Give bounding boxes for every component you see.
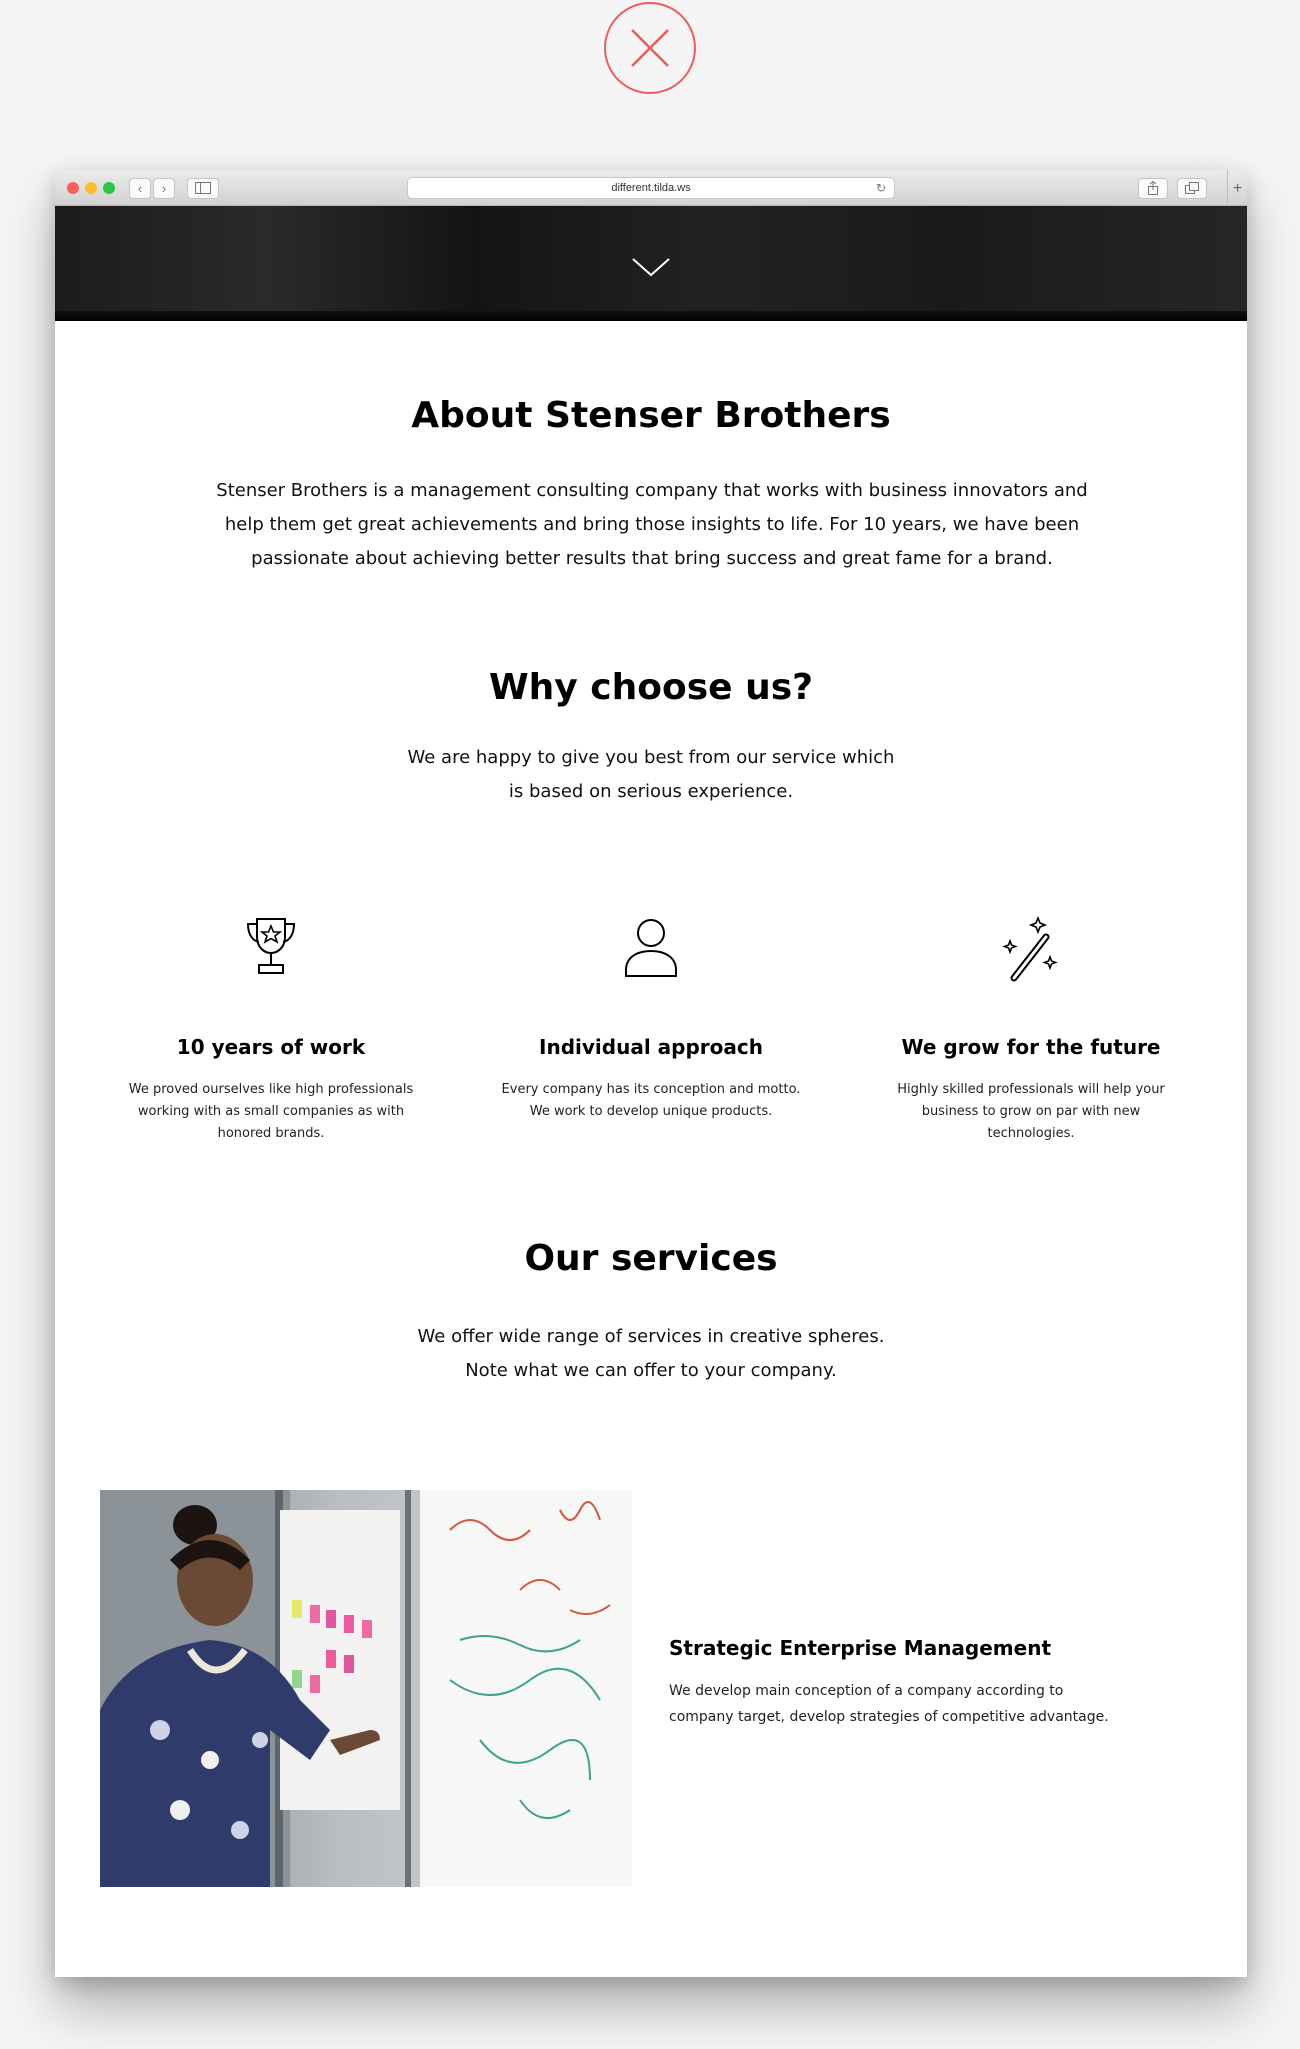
reload-icon[interactable]: ↻ xyxy=(875,181,886,195)
trophy-icon xyxy=(243,915,299,977)
service-photo xyxy=(100,1490,632,1887)
feature-card xyxy=(121,915,421,1145)
feature-text: Every company has its conception and motto. We work to develop unique products. xyxy=(501,1082,801,1119)
scroll-down-chevron-icon[interactable] xyxy=(631,256,671,278)
presenter-photo xyxy=(100,1490,632,1887)
tabs-icon xyxy=(1185,182,1199,194)
feature-title: Individual approach xyxy=(539,1035,763,1059)
window-zoom-dot[interactable] xyxy=(103,182,115,194)
about-text: Stenser Brothers is a management consulting company that works with business innovators and help them get great achievements and bring those insights to life. For 10 years, we have been passionate about achieving better results that bring success and great fame for a brand. xyxy=(216,480,1088,569)
share-button[interactable] xyxy=(1138,178,1168,199)
back-button[interactable]: ‹ xyxy=(129,178,151,199)
services-title: Our services xyxy=(524,1238,778,1279)
sidebar-icon xyxy=(195,182,211,194)
close-icon xyxy=(606,4,694,92)
sidebar-toggle-button[interactable] xyxy=(187,178,219,199)
about-title: About Stenser Brothers xyxy=(411,395,891,436)
why-title: Why choose us? xyxy=(488,667,814,708)
browser-window xyxy=(55,170,1247,1977)
feature-text: We proved ourselves like high professionals working with as small companies as with honored brands. xyxy=(128,1082,414,1141)
service-text: We develop main conception of a company according to company target, develop strategies of competitive advantage. xyxy=(669,1683,1109,1725)
browser-toolbar xyxy=(55,170,1247,206)
services-subtitle: We offer wide range of services in creative spheres. Note what we can offer to your company. xyxy=(417,1326,885,1381)
hero-banner xyxy=(55,206,1247,321)
window-close-dot[interactable] xyxy=(67,182,79,194)
feature-title: 10 years of work xyxy=(176,1035,366,1059)
magic-wand-icon xyxy=(1000,915,1062,983)
service-title: Strategic Enterprise Management xyxy=(669,1636,1052,1660)
feature-card xyxy=(501,915,801,1123)
feature-text: Highly skilled professionals will help your business to grow on par with new technologies. xyxy=(897,1082,1165,1141)
url-text: different.tilda.ws xyxy=(611,182,691,194)
address-bar[interactable] xyxy=(407,177,895,199)
share-icon xyxy=(1147,181,1159,195)
person-icon xyxy=(623,915,679,977)
feature-title: We grow for the future xyxy=(901,1035,1161,1059)
window-minimize-dot[interactable] xyxy=(85,182,97,194)
forward-button[interactable]: › xyxy=(153,178,175,199)
close-button[interactable] xyxy=(604,2,696,94)
new-tab-button[interactable]: + xyxy=(1227,170,1247,206)
why-subtitle: We are happy to give you best from our service which is based on serious experience. xyxy=(407,747,895,802)
feature-card xyxy=(881,915,1181,1145)
tabs-overview-button[interactable] xyxy=(1177,178,1207,199)
